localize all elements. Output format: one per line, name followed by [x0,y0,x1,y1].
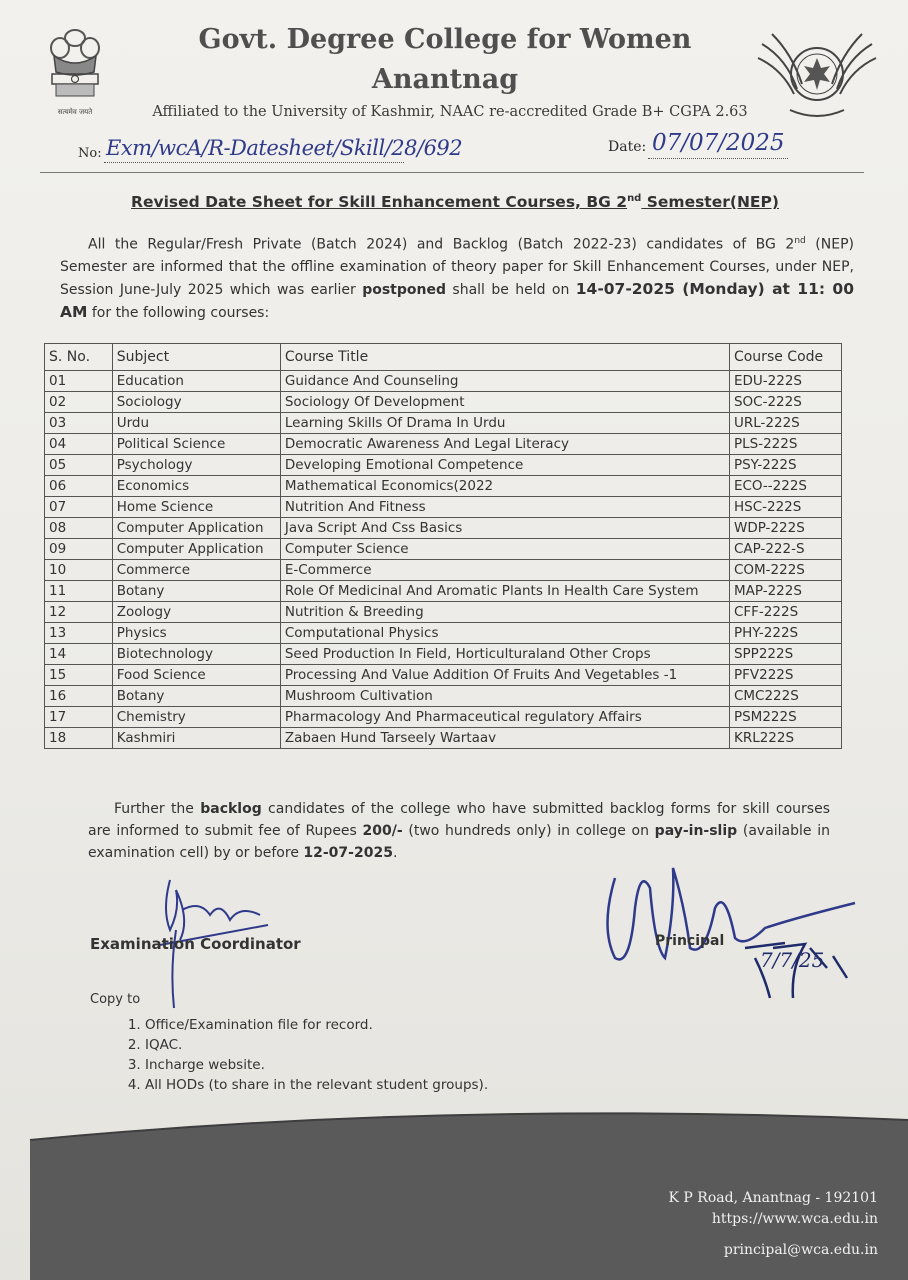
cell-course-title: Democratic Awareness And Legal Literacy [280,434,729,455]
table-row [45,602,842,623]
reference-number-underline [104,162,404,163]
date-value: 07/07/2025 [652,130,785,156]
cell-course-code: PSY-222S [729,455,841,476]
coordinator-title: Examination Coordinator [90,935,301,953]
cell-course-title: Computer Science [280,539,729,560]
cell-sno: 11 [45,581,113,602]
intro-postponed: postponed [362,281,446,298]
table-row [45,665,842,686]
reference-number-label: No: [78,146,102,161]
cell-sno: 16 [45,686,113,707]
header-divider [40,172,864,173]
cell-sno: 07 [45,497,113,518]
backlog-text-4: (available in examination cell) by or before [88,823,830,861]
intro-paragraph [60,230,854,324]
copy-to-list [95,1015,488,1095]
table-row [45,728,842,749]
principal-signature-date: 7/7/25 [760,948,825,972]
cell-subject: Kashmiri [112,728,280,749]
intro-text-4: for the following courses: [87,304,270,321]
cell-course-title: Zabaen Hund Tarseely Wartaav [280,728,729,749]
cell-subject: Urdu [112,413,280,434]
document-title-main: Revised Date Sheet [131,193,303,212]
cell-subject: Chemistry [112,707,280,728]
cell-subject: Economics [112,476,280,497]
table-row [45,560,842,581]
table-row [45,707,842,728]
cell-sno: 09 [45,539,113,560]
cell-course-title: Computational Physics [280,623,729,644]
copy-to-item: 4. All HODs (to share in the relevant student groups). [145,1075,488,1095]
header-course-code: Course Code [729,344,841,371]
cell-sno: 06 [45,476,113,497]
cell-course-code: PLS-222S [729,434,841,455]
backlog-text-3: (two hundreds only) in college on [402,823,655,839]
cell-subject: Computer Application [112,539,280,560]
table-row [45,686,842,707]
table-row [45,644,842,665]
reference-number-value: Exm/wcA/R-Datesheet/Skill/28/692 [106,136,463,160]
document-title-sup: nd [627,193,642,204]
backlog-text-5: . [392,845,398,861]
emblem-caption: सत्यमेव जयते [57,108,93,116]
date-label: Date: [608,139,647,155]
footer-address: K P Road, Anantnag - 192101 [668,1190,878,1206]
national-emblem-icon [40,20,110,120]
cell-sno: 12 [45,602,113,623]
college-name-line2: Anantnag [371,64,519,95]
cell-subject: Computer Application [112,518,280,539]
cell-course-code: PSM222S [729,707,841,728]
header-course-title: Course Title [280,344,729,371]
cell-subject: Physics [112,623,280,644]
cell-subject: Botany [112,686,280,707]
copy-to-item: 2. IQAC. [145,1035,488,1055]
date-sheet-table [44,343,842,749]
table-header-row [45,344,842,371]
cell-course-title: Nutrition & Breeding [280,602,729,623]
cell-course-code: PHY-222S [729,623,841,644]
cell-subject: Biotechnology [112,644,280,665]
table-row [45,455,842,476]
copy-to-label: Copy to [90,992,141,1007]
cell-subject: Political Science [112,434,280,455]
cell-course-title: E-Commerce [280,560,729,581]
cell-subject: Sociology [112,392,280,413]
backlog-deadline: 12-07-2025 [303,845,393,861]
table-row [45,518,842,539]
cell-course-code: WDP-222S [729,518,841,539]
cell-course-code: KRL222S [729,728,841,749]
header-subject: Subject [112,344,280,371]
cell-subject: Psychology [112,455,280,476]
cell-course-code: MAP-222S [729,581,841,602]
cell-course-code: CAP-222-S [729,539,841,560]
cell-subject: Food Science [112,665,280,686]
table-row [45,413,842,434]
table-row [45,476,842,497]
backlog-fee: 200/- [362,823,403,839]
cell-course-code: SPP222S [729,644,841,665]
cell-course-title: Java Script And Css Basics [280,518,729,539]
document-title [60,193,850,211]
table-row [45,371,842,392]
cell-sno: 02 [45,392,113,413]
cell-sno: 05 [45,455,113,476]
document-title-mid: for Skill Enhancement Courses, BG 2 [302,193,628,212]
intro-text-1: All the Regular/Fresh Private (Batch 2024) and Backlog (Batch 2022-23) candidates of BG 2 [88,236,795,253]
table-row [45,581,842,602]
copy-to-item: 1. Office/Examination file for record. [145,1015,488,1035]
cell-subject: Home Science [112,497,280,518]
intro-exam-datetime: 14-07-2025 (Monday) at 11: 00 AM [60,279,854,321]
cell-sno: 18 [45,728,113,749]
backlog-pay-in-slip: pay-in-slip [654,823,738,839]
cell-course-title: Role Of Medicinal And Aromatic Plants In Health Care System [280,581,729,602]
cell-course-title: Nutrition And Fitness [280,497,729,518]
table-row [45,392,842,413]
header-sno: S. No. [45,344,113,371]
cell-subject: Education [112,371,280,392]
cell-course-title: Guidance And Counseling [280,371,729,392]
college-name-line1: Govt. Degree College for Women [198,24,692,55]
cell-subject: Commerce [112,560,280,581]
cell-course-code: CMC222S [729,686,841,707]
cell-course-code: ECO--222S [729,476,841,497]
copy-to-item: 3. Incharge website. [145,1055,488,1075]
principal-signature-icon [595,848,875,1008]
footer-contact [669,1188,878,1261]
cell-course-code: HSC-222S [729,497,841,518]
intro-text-3: shall be held on [446,281,576,298]
cell-sno: 14 [45,644,113,665]
table-row [45,539,842,560]
backlog-text-1: Further the [114,801,201,817]
cell-course-title: Mathematical Economics(2022 [280,476,729,497]
intro-text-2: (NEP) Semester are informed that the offline examination of theory paper for Skill Enhancement Courses, under NEP, Session June-July 2025 which was earlier [60,236,854,298]
cell-course-code: URL-222S [729,413,841,434]
cell-course-title: Sociology Of Development [280,392,729,413]
cell-course-code: CFF-222S [729,602,841,623]
table-row [45,497,842,518]
intro-sup: nd [794,236,806,246]
cell-sno: 01 [45,371,113,392]
cell-course-code: PFV222S [729,665,841,686]
backlog-text-2: candidates of the college who have submitted backlog forms for skill courses are informed to submit fee of Rupees [88,801,830,839]
cell-subject: Botany [112,581,280,602]
table-row [45,623,842,644]
cell-course-code: SOC-222S [729,392,841,413]
cell-course-title: Learning Skills Of Drama In Urdu [280,413,729,434]
footer-email[interactable]: principal@wca.edu.in [723,1242,878,1258]
table-row [45,434,842,455]
cell-sno: 17 [45,707,113,728]
cell-course-code: EDU-222S [729,371,841,392]
principal-title: Principal [655,933,725,949]
cell-sno: 08 [45,518,113,539]
cell-course-title: Seed Production In Field, Horticulturaland Other Crops [280,644,729,665]
cell-course-title: Developing Emotional Competence [280,455,729,476]
cell-sno: 03 [45,413,113,434]
cell-course-code: COM-222S [729,560,841,581]
cell-course-title: Pharmacology And Pharmaceutical regulatory Affairs [280,707,729,728]
cell-sno: 04 [45,434,113,455]
table-body [45,371,842,749]
cell-course-title: Processing And Value Addition Of Fruits And Vegetables -1 [280,665,729,686]
college-name [150,20,740,100]
cell-course-title: Mushroom Cultivation [280,686,729,707]
date-underline [648,158,788,159]
cell-sno: 13 [45,623,113,644]
affiliation-line: Affiliated to the University of Kashmir, NAAC re-accredited Grade B+ CGPA 2.63 [152,104,748,120]
cell-sno: 10 [45,560,113,581]
footer-website[interactable]: https://www.wca.edu.in [711,1211,878,1227]
backlog-bold: backlog [200,801,262,817]
cell-subject: Zoology [112,602,280,623]
cell-sno: 15 [45,665,113,686]
document-title-end: Semester(NEP) [641,193,779,212]
